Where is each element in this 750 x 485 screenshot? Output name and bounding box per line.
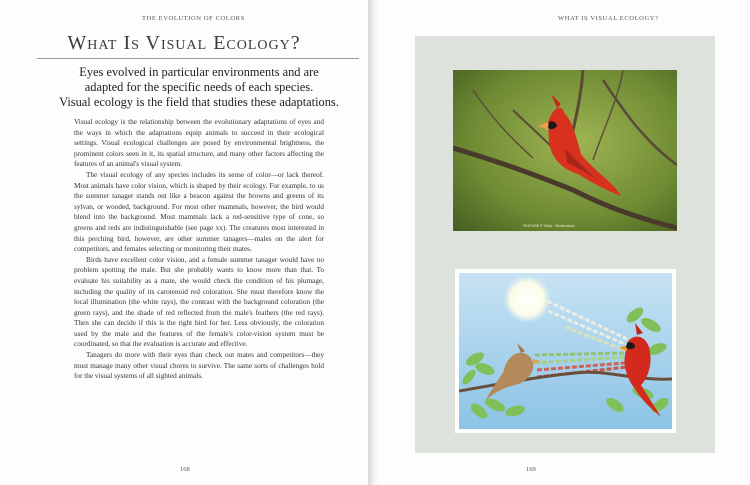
right-page bbox=[378, 0, 750, 485]
cardinal-photo-image bbox=[453, 70, 677, 231]
page-title: What Is Visual Ecology? bbox=[67, 32, 301, 54]
cardinal-photo bbox=[453, 70, 677, 231]
running-head: WHAT IS VISUAL ECOLOGY? bbox=[558, 15, 659, 22]
paragraph: The visual ecology of any species includes its sense of color—or lack thereof. Most animals have color vision, which is shaped by their ecology. For example, to us the summer tanager stands out like a beacon against the browns and greens of its sylvan, or wooded, background. For most other mammals, however, the bird would blend into the background. Most mammals lack a red-sensitive type of cone, so greens and reds are indistinguishable (see page xx). The creatures most interested in this perching bird, however, are other summer tanagers—males on the alert for competitors, and females selecting or monitoring their mates. bbox=[74, 170, 324, 254]
lede-line: adapted for the specific needs of each species. bbox=[84, 80, 314, 94]
paragraph: Visual ecology is the relationship between the evolutionary adaptations of eyes and the ways in which the adaptations equip animals to succeed in their ecological settings. Visual ecological challenges are posed by environmental brightness, the prominent colors seen in it, its spatial structure, and many other factors affecting the features of an animal's visual system. bbox=[74, 118, 324, 169]
title-divider bbox=[37, 58, 359, 59]
running-head: THE EVOLUTION OF COLORS bbox=[142, 15, 245, 22]
visual-ecology-illustration bbox=[455, 269, 676, 433]
photo-credit: FEATURE © Getty · Shutterstock bbox=[523, 224, 575, 228]
paragraph: Birds have excellent color vision, and a female summer tanager would have no problem spotting the male. But she probably wants to know more than that. To evaluate his suitability as a mate, she would check the condition of his plumage, including the quality of its carotenoid red coloration. She must therefore know the local illumination (the white rays), the contrast with the background coloration (the green rays), and the shade of red reflected from the male's feathers (the red rays). Then she can decide if this is the right bird for her. Less obviously, the coloration used by the male and the features of the female's color-vision system must be coordinated, so that the evaluation is accurate and effective. bbox=[74, 255, 324, 349]
page-number: 169 bbox=[526, 466, 536, 473]
lede bbox=[40, 65, 358, 110]
lede-line: Eyes evolved in particular environments and are bbox=[79, 65, 319, 79]
page-number: 168 bbox=[180, 466, 190, 473]
body-text bbox=[74, 117, 324, 382]
left-page bbox=[0, 0, 368, 485]
figure-plate bbox=[415, 36, 715, 453]
lede-line: Visual ecology is the field that studies these adaptations. bbox=[59, 95, 339, 109]
paragraph: Tanagers do more with their eyes than check out mates and competitors—they must manage many other visual chores to survive. The same sorts of challenges hold for the visual systems of all sighted animals. bbox=[74, 351, 324, 381]
illustration-image bbox=[455, 269, 676, 433]
book-gutter bbox=[368, 0, 378, 485]
